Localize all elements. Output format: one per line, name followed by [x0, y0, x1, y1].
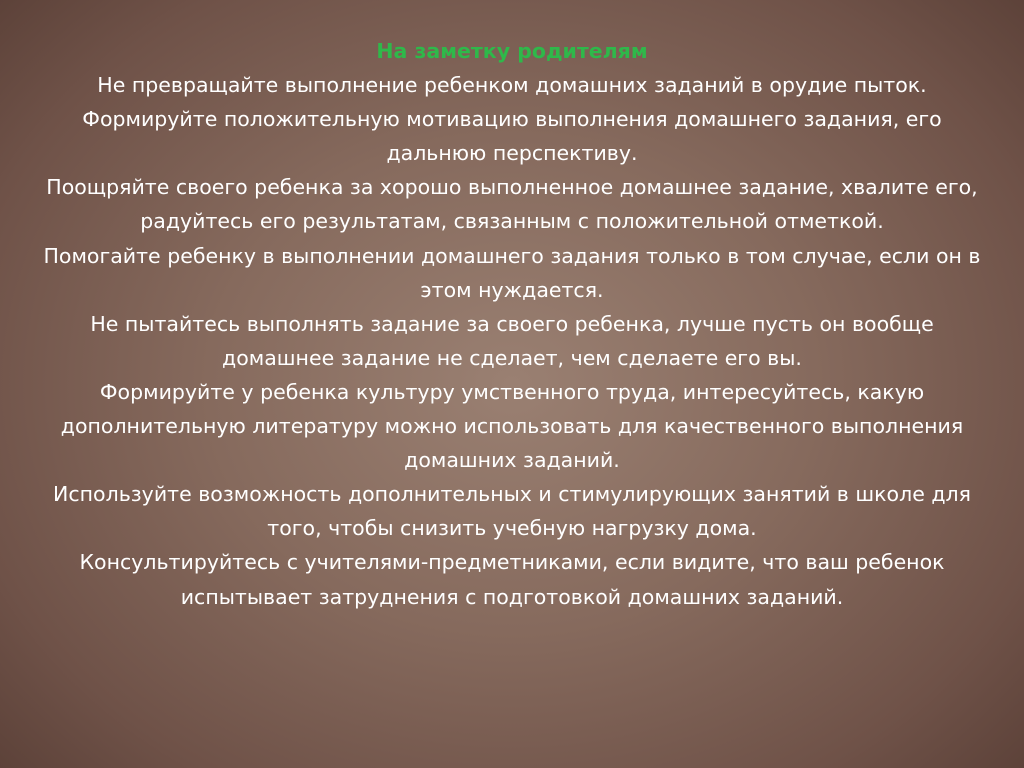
slide-text-block — [40, 34, 984, 614]
advice-paragraph: Поощряйте своего ребенка за хорошо выполненное домашнее задание, хвалите его, радуйтесь его результатам, связанным с положительной отметкой. — [46, 175, 978, 234]
advice-paragraph: Помогайте ребенку в выполнении домашнего задания только в том случае, если он в этом нуждается. — [43, 243, 981, 302]
advice-paragraph: Используйте возможность дополнительных и стимулирующих занятий в школе для того, чтобы снизить учебную нагрузку дома. — [53, 482, 971, 541]
slide-heading: На заметку родителям — [376, 39, 648, 63]
advice-paragraph: Не превращайте выполнение ребенком домашних заданий в орудие пыток. — [97, 73, 927, 98]
advice-paragraph: Не пытайтесь выполнять задание за своего ребенка, лучше пусть он вообще домашнее задание не сделает, чем сделаете его вы. — [90, 311, 934, 370]
advice-paragraph: Формируйте положительную мотивацию выполнения домашнего задания, его дальнюю перспективу. — [82, 107, 942, 166]
advice-paragraph: Консультируйтесь с учителями-предметниками, если видите, что ваш ребенок испытывает затруднения с подготовкой домашних заданий. — [79, 550, 945, 609]
advice-paragraph: Формируйте у ребенка культуру умственного труда, интересуйтесь, какую дополнительную литературу можно использовать для качественного выполнения домашних заданий. — [60, 379, 964, 473]
